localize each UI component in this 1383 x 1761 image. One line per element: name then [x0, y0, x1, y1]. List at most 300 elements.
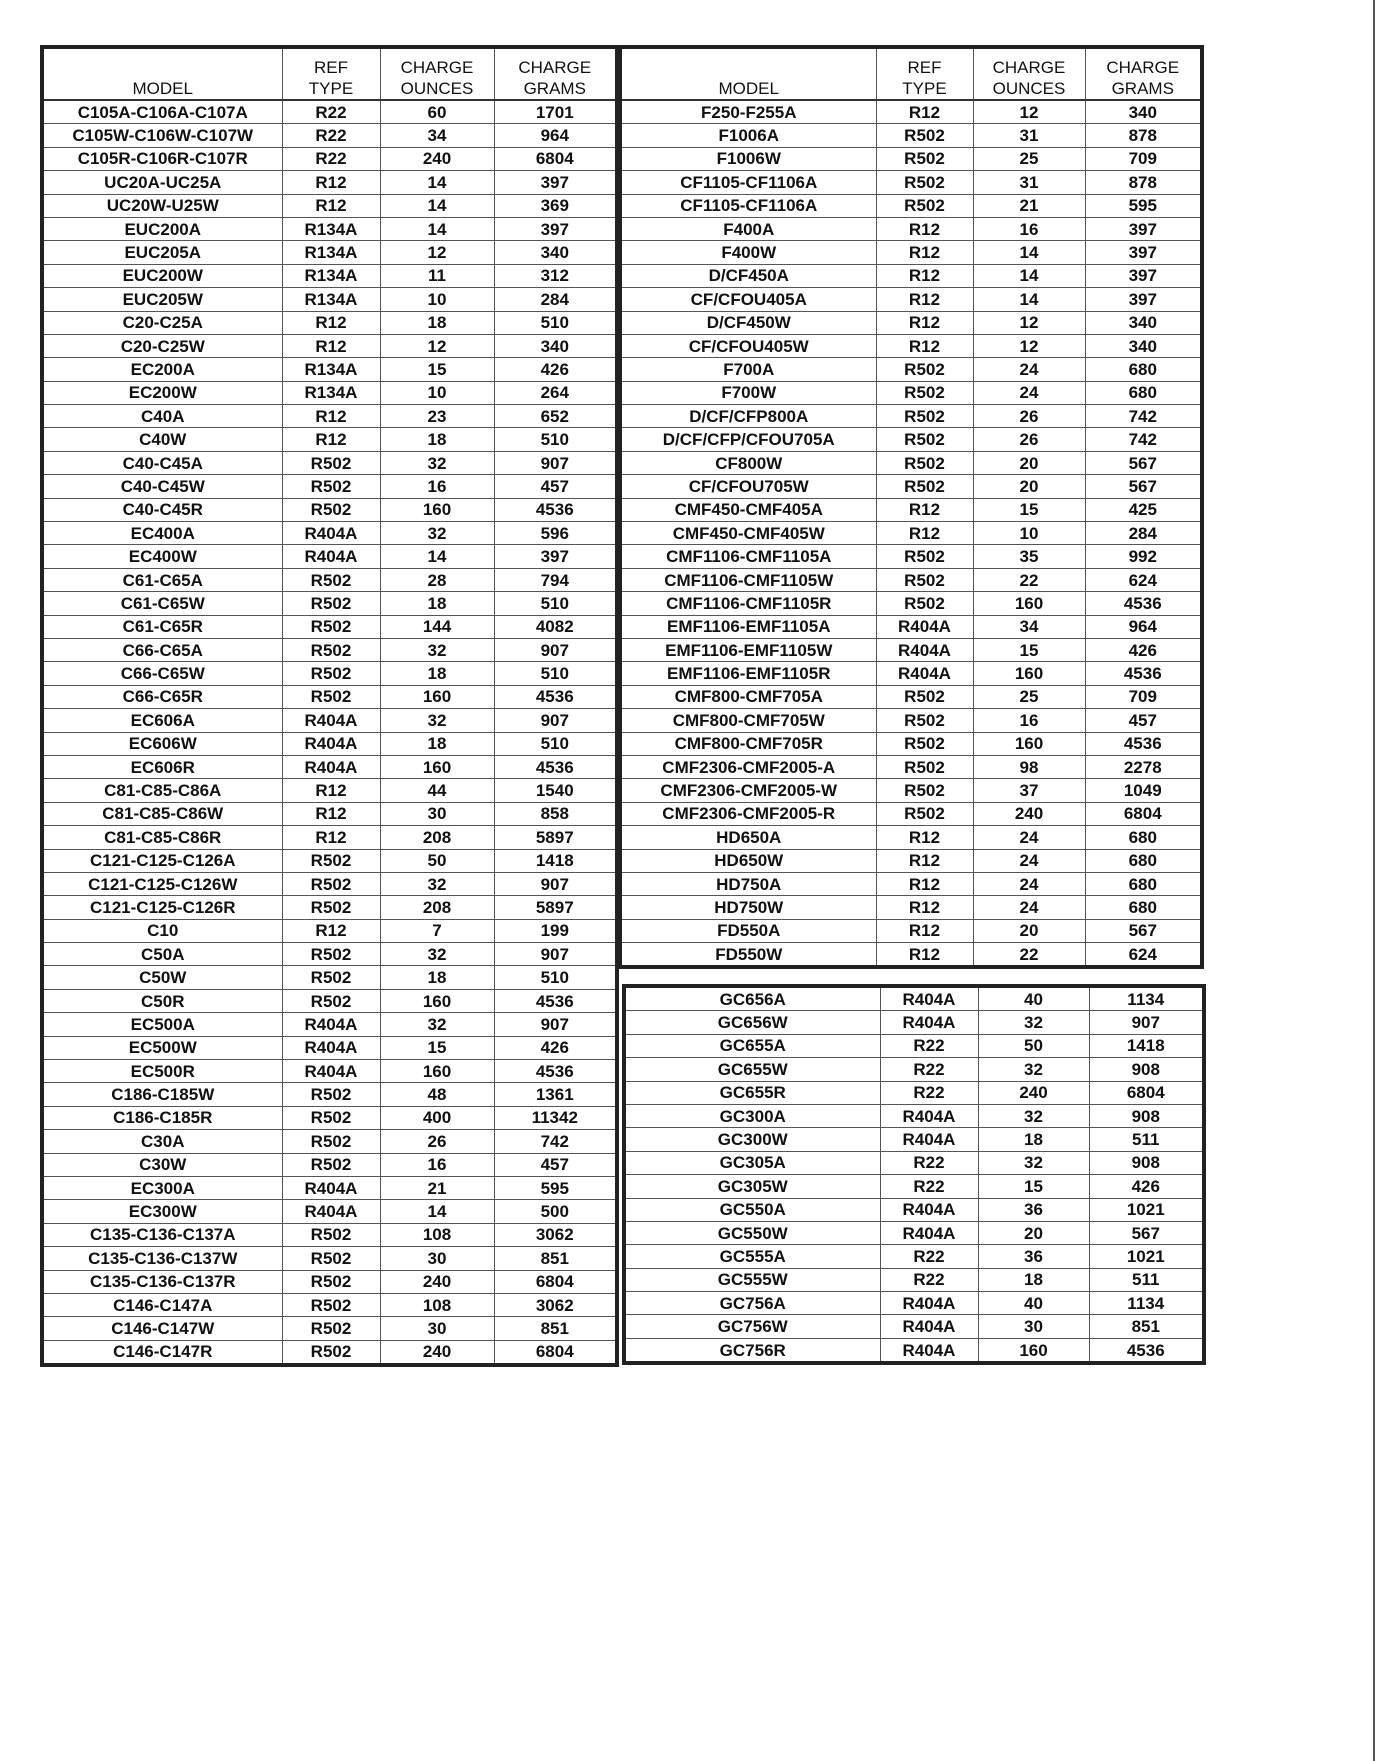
table-row [620, 615, 1202, 638]
model-cell: EC606A [42, 709, 282, 732]
charge-grams-cell: 4536 [1085, 592, 1202, 615]
table-row [620, 288, 1202, 311]
ref-type-cell: R502 [282, 989, 380, 1012]
ref-type-cell: R12 [282, 802, 380, 825]
table-row [42, 522, 617, 545]
table-row [620, 685, 1202, 708]
charge-grams-cell: 567 [1085, 475, 1202, 498]
table-row [624, 1104, 1204, 1127]
charge-grams-cell: 624 [1085, 568, 1202, 591]
ref-type-cell: R134A [282, 358, 380, 381]
charge-grams-cell: 284 [1085, 522, 1202, 545]
model-cell: GC756R [624, 1338, 880, 1363]
ref-type-cell: R404A [282, 709, 380, 732]
ref-type-cell: R404A [880, 1338, 978, 1363]
header-model: MODEL [42, 47, 282, 100]
ref-type-cell: R404A [880, 986, 978, 1011]
ref-type-cell: R404A [880, 1315, 978, 1338]
ref-type-cell: R12 [282, 194, 380, 217]
charge-ounces-cell: 23 [380, 405, 494, 428]
table-row [624, 1175, 1204, 1198]
table-row [620, 849, 1202, 872]
charge-ounces-cell: 32 [380, 638, 494, 661]
charge-ounces-cell: 24 [973, 381, 1085, 404]
charge-grams-cell: 680 [1085, 826, 1202, 849]
charge-ounces-cell: 32 [380, 709, 494, 732]
charge-grams-cell: 567 [1085, 919, 1202, 942]
ref-type-cell: R502 [876, 545, 973, 568]
ref-type-cell: R502 [876, 405, 973, 428]
charge-ounces-cell: 18 [380, 592, 494, 615]
ref-type-cell: R404A [876, 662, 973, 685]
charge-ounces-cell: 108 [380, 1293, 494, 1316]
model-cell: C30W [42, 1153, 282, 1176]
table-row [620, 872, 1202, 895]
charge-grams-cell: 199 [494, 919, 617, 942]
model-cell: EUC200W [42, 264, 282, 287]
ref-type-cell: R502 [876, 802, 973, 825]
charge-grams-cell: 6804 [1089, 1081, 1204, 1104]
model-cell: FD550W [620, 943, 876, 968]
model-cell: EC500R [42, 1060, 282, 1083]
ref-type-cell: R502 [282, 498, 380, 521]
charge-ounces-cell: 18 [380, 311, 494, 334]
charge-ounces-cell: 32 [380, 1013, 494, 1036]
model-cell: C50R [42, 989, 282, 1012]
ref-type-cell: R502 [282, 872, 380, 895]
ref-type-cell: R502 [282, 1340, 380, 1365]
charge-ounces-cell: 7 [380, 919, 494, 942]
table-row [42, 685, 617, 708]
ref-type-cell: R404A [282, 522, 380, 545]
ref-type-cell: R22 [282, 147, 380, 170]
table-row [620, 732, 1202, 755]
ref-type-cell: R134A [282, 217, 380, 240]
table-row [620, 755, 1202, 778]
model-cell: GC655W [624, 1058, 880, 1081]
charge-ounces-cell: 10 [973, 522, 1085, 545]
table-row [624, 1245, 1204, 1268]
model-cell: GC756W [624, 1315, 880, 1338]
table-row [42, 966, 617, 989]
ref-type-cell: R404A [880, 1104, 978, 1127]
charge-grams-cell: 500 [494, 1200, 617, 1223]
charge-grams-cell: 457 [494, 1153, 617, 1176]
charge-ounces-cell: 32 [380, 522, 494, 545]
table-row [624, 1151, 1204, 1174]
charge-grams-cell: 397 [1085, 241, 1202, 264]
model-cell: CF1105-CF1106A [620, 171, 876, 194]
ref-type-cell: R502 [282, 896, 380, 919]
charge-grams-cell: 907 [494, 638, 617, 661]
table-row [42, 428, 617, 451]
table-row [42, 1317, 617, 1340]
charge-grams-cell: 907 [494, 872, 617, 895]
ref-type-cell: R502 [282, 1153, 380, 1176]
charge-grams-cell: 426 [1089, 1175, 1204, 1198]
charge-grams-cell: 6804 [494, 147, 617, 170]
table-row [42, 381, 617, 404]
charge-ounces-cell: 25 [973, 685, 1085, 708]
table-row [42, 1106, 617, 1129]
charge-ounces-cell: 160 [380, 989, 494, 1012]
table-row [620, 334, 1202, 357]
charge-ounces-cell: 24 [973, 826, 1085, 849]
model-cell: C121-C125-C126A [42, 849, 282, 872]
model-cell: GC300W [624, 1128, 880, 1151]
charge-grams-cell: 369 [494, 194, 617, 217]
model-cell: C61-C65W [42, 592, 282, 615]
charge-grams-cell: 426 [494, 1036, 617, 1059]
charge-grams-cell: 680 [1085, 849, 1202, 872]
table-row [42, 334, 617, 357]
table-row [42, 989, 617, 1012]
model-cell: C135-C136-C137W [42, 1247, 282, 1270]
charge-ounces-cell: 48 [380, 1083, 494, 1106]
model-cell: C121-C125-C126R [42, 896, 282, 919]
table-row [620, 919, 1202, 942]
charge-grams-cell: 511 [1089, 1128, 1204, 1151]
table-row [624, 1058, 1204, 1081]
charge-grams-cell: 3062 [494, 1293, 617, 1316]
model-cell: D/CF450W [620, 311, 876, 334]
charge-ounces-cell: 14 [380, 171, 494, 194]
ref-type-cell: R134A [282, 241, 380, 264]
ref-type-cell: R502 [876, 171, 973, 194]
table-row [624, 1315, 1204, 1338]
charge-grams-cell: 4536 [1085, 662, 1202, 685]
charge-grams-cell: 709 [1085, 685, 1202, 708]
charge-ounces-cell: 32 [978, 1151, 1089, 1174]
charge-ounces-cell: 28 [380, 568, 494, 591]
table-row [42, 638, 617, 661]
charge-ounces-cell: 21 [380, 1176, 494, 1199]
model-cell: F700W [620, 381, 876, 404]
table-row [42, 896, 617, 919]
charge-ounces-cell: 12 [973, 100, 1085, 124]
charge-grams-cell: 397 [494, 171, 617, 194]
charge-grams-cell: 908 [1089, 1058, 1204, 1081]
model-cell: C50A [42, 943, 282, 966]
ref-type-cell: R502 [282, 685, 380, 708]
charge-ounces-cell: 400 [380, 1106, 494, 1129]
ref-type-cell: R502 [876, 475, 973, 498]
charge-grams-cell: 397 [494, 545, 617, 568]
charge-ounces-cell: 31 [973, 124, 1085, 147]
model-cell: GC655R [624, 1081, 880, 1104]
charge-grams-cell: 595 [494, 1176, 617, 1199]
charge-grams-cell: 1134 [1089, 1292, 1204, 1315]
ref-type-cell: R22 [880, 1268, 978, 1291]
table-row [620, 381, 1202, 404]
ref-type-cell: R22 [880, 1034, 978, 1057]
model-cell: CMF800-CMF705W [620, 709, 876, 732]
model-cell: C61-C65R [42, 615, 282, 638]
ref-type-cell: R404A [876, 615, 973, 638]
ref-type-cell: R12 [876, 522, 973, 545]
ref-type-cell: R12 [282, 919, 380, 942]
ref-type-cell: R502 [876, 451, 973, 474]
charge-ounces-cell: 12 [380, 334, 494, 357]
model-cell: C105W-C106W-C107W [42, 124, 282, 147]
ref-type-cell: R134A [282, 381, 380, 404]
charge-ounces-cell: 14 [973, 288, 1085, 311]
charge-ounces-cell: 40 [978, 1292, 1089, 1315]
ref-type-cell: R404A [880, 1292, 978, 1315]
ref-type-cell: R502 [876, 732, 973, 755]
ref-type-cell: R12 [876, 896, 973, 919]
table-row [620, 358, 1202, 381]
charge-ounces-cell: 16 [380, 1153, 494, 1176]
charge-ounces-cell: 15 [380, 358, 494, 381]
table-row [620, 311, 1202, 334]
model-cell: C40-C45R [42, 498, 282, 521]
model-cell: F400A [620, 217, 876, 240]
charge-grams-cell: 907 [494, 709, 617, 732]
charge-grams-cell: 680 [1085, 381, 1202, 404]
table-row [624, 1292, 1204, 1315]
model-cell: C105A-C106A-C107A [42, 100, 282, 124]
charge-ounces-cell: 14 [380, 194, 494, 217]
table-row [42, 545, 617, 568]
charge-grams-cell: 4536 [494, 498, 617, 521]
charge-ounces-cell: 160 [973, 662, 1085, 685]
charge-grams-cell: 397 [1085, 264, 1202, 287]
charge-ounces-cell: 30 [380, 1247, 494, 1270]
table-row [624, 1081, 1204, 1104]
ref-type-cell: R12 [282, 779, 380, 802]
model-cell: CF1105-CF1106A [620, 194, 876, 217]
charge-grams-cell: 457 [1085, 709, 1202, 732]
table-row [42, 919, 617, 942]
ref-type-cell: R404A [880, 1011, 978, 1034]
charge-ounces-cell: 60 [380, 100, 494, 124]
table-row [624, 1268, 1204, 1291]
table-row [42, 592, 617, 615]
charge-grams-cell: 4536 [494, 989, 617, 1012]
model-cell: F250-F255A [620, 100, 876, 124]
charge-grams-cell: 742 [1085, 428, 1202, 451]
model-cell: EC606W [42, 732, 282, 755]
ref-type-cell: R502 [876, 124, 973, 147]
model-cell: EC200W [42, 381, 282, 404]
charge-grams-cell: 1418 [494, 849, 617, 872]
charge-ounces-cell: 18 [380, 966, 494, 989]
ref-type-cell: R404A [282, 1013, 380, 1036]
ref-type-cell: R502 [876, 381, 973, 404]
model-cell: EC300A [42, 1176, 282, 1199]
charge-ounces-cell: 20 [973, 475, 1085, 498]
ref-type-cell: R502 [282, 1293, 380, 1316]
charge-grams-cell: 742 [1085, 405, 1202, 428]
charge-grams-cell: 340 [1085, 334, 1202, 357]
model-cell: D/CF/CFP/CFOU705A [620, 428, 876, 451]
ref-type-cell: R12 [282, 171, 380, 194]
charge-grams-cell: 264 [494, 381, 617, 404]
charge-grams-cell: 4536 [494, 685, 617, 708]
charge-grams-cell: 3062 [494, 1223, 617, 1246]
charge-ounces-cell: 22 [973, 568, 1085, 591]
charge-ounces-cell: 160 [380, 498, 494, 521]
model-cell: CMF800-CMF705A [620, 685, 876, 708]
table-row [42, 1083, 617, 1106]
model-cell: C186-C185R [42, 1106, 282, 1129]
charge-ounces-cell: 240 [380, 1270, 494, 1293]
model-cell: C121-C125-C126W [42, 872, 282, 895]
charge-grams-cell: 908 [1089, 1104, 1204, 1127]
charge-ounces-cell: 32 [978, 1058, 1089, 1081]
charge-ounces-cell: 16 [973, 217, 1085, 240]
table-row [42, 124, 617, 147]
charge-ounces-cell: 16 [973, 709, 1085, 732]
table-row [42, 849, 617, 872]
charge-ounces-cell: 24 [973, 849, 1085, 872]
table-row [620, 264, 1202, 287]
charge-ounces-cell: 32 [978, 1104, 1089, 1127]
ref-type-cell: R134A [282, 288, 380, 311]
table-row [620, 896, 1202, 919]
table-row [42, 171, 617, 194]
table-row [624, 1011, 1204, 1034]
table-row [620, 475, 1202, 498]
table-row [620, 405, 1202, 428]
model-cell: HD650A [620, 826, 876, 849]
ref-type-cell: R502 [282, 1270, 380, 1293]
charge-ounces-cell: 160 [973, 732, 1085, 755]
ref-type-cell: R12 [282, 405, 380, 428]
charge-grams-cell: 11342 [494, 1106, 617, 1129]
charge-grams-cell: 4536 [494, 755, 617, 778]
model-cell: C40-C45W [42, 475, 282, 498]
charge-ounces-cell: 21 [973, 194, 1085, 217]
charge-grams-cell: 992 [1085, 545, 1202, 568]
charge-grams-cell: 851 [494, 1247, 617, 1270]
model-cell: C105R-C106R-C107R [42, 147, 282, 170]
charge-grams-cell: 510 [494, 311, 617, 334]
model-cell: CMF1106-CMF1105W [620, 568, 876, 591]
model-cell: GC656A [624, 986, 880, 1011]
table-row [42, 241, 617, 264]
table-row [42, 217, 617, 240]
table-row [42, 451, 617, 474]
ref-type-cell: R502 [282, 1106, 380, 1129]
charge-ounces-cell: 10 [380, 288, 494, 311]
charge-grams-cell: 510 [494, 966, 617, 989]
charge-ounces-cell: 12 [973, 311, 1085, 334]
charge-grams-cell: 312 [494, 264, 617, 287]
ref-type-cell: R502 [282, 615, 380, 638]
model-cell: C146-C147W [42, 1317, 282, 1340]
ref-type-cell: R502 [876, 428, 973, 451]
ref-type-cell: R12 [876, 264, 973, 287]
ref-type-cell: R502 [876, 685, 973, 708]
model-cell: HD650W [620, 849, 876, 872]
charge-table-left [40, 45, 619, 1367]
table-row [42, 311, 617, 334]
ref-type-cell: R404A [282, 545, 380, 568]
model-cell: F400W [620, 241, 876, 264]
model-cell: GC555A [624, 1245, 880, 1268]
charge-ounces-cell: 15 [973, 638, 1085, 661]
model-cell: C135-C136-C137R [42, 1270, 282, 1293]
ref-type-cell: R502 [282, 966, 380, 989]
model-cell: GC555W [624, 1268, 880, 1291]
table-row [42, 615, 617, 638]
charge-ounces-cell: 240 [380, 147, 494, 170]
model-cell: CMF800-CMF705R [620, 732, 876, 755]
table-row [620, 522, 1202, 545]
model-cell: C10 [42, 919, 282, 942]
table-row [620, 124, 1202, 147]
table-row [42, 1130, 617, 1153]
charge-grams-cell: 511 [1089, 1268, 1204, 1291]
charge-grams-cell: 858 [494, 802, 617, 825]
table-row [620, 241, 1202, 264]
ref-type-cell: R404A [880, 1128, 978, 1151]
charge-grams-cell: 510 [494, 732, 617, 755]
model-cell: C66-C65W [42, 662, 282, 685]
model-cell: CMF450-CMF405A [620, 498, 876, 521]
charge-grams-cell: 567 [1085, 451, 1202, 474]
charge-ounces-cell: 24 [973, 896, 1085, 919]
ref-type-cell: R22 [880, 1081, 978, 1104]
table-row [624, 986, 1204, 1011]
model-cell: CMF2306-CMF2005-W [620, 779, 876, 802]
charge-ounces-cell: 160 [380, 685, 494, 708]
ref-type-cell: R12 [282, 826, 380, 849]
page-edge-line [1373, 0, 1375, 1761]
model-cell: C61-C65A [42, 568, 282, 591]
model-cell: UC20A-UC25A [42, 171, 282, 194]
ref-type-cell: R22 [880, 1245, 978, 1268]
table-row [42, 1293, 617, 1316]
charge-ounces-cell: 160 [380, 755, 494, 778]
charge-ounces-cell: 18 [380, 732, 494, 755]
table-row [42, 1340, 617, 1365]
charge-table-right-bottom [622, 984, 1206, 1365]
model-cell: F1006A [620, 124, 876, 147]
ref-type-cell: R22 [880, 1058, 978, 1081]
model-cell: C30A [42, 1130, 282, 1153]
charge-grams-cell: 1540 [494, 779, 617, 802]
ref-type-cell: R502 [282, 1317, 380, 1340]
charge-ounces-cell: 14 [380, 1200, 494, 1223]
model-cell: C50W [42, 966, 282, 989]
charge-ounces-cell: 50 [978, 1034, 1089, 1057]
charge-ounces-cell: 18 [380, 428, 494, 451]
ref-type-cell: R404A [282, 1200, 380, 1223]
charge-ounces-cell: 32 [978, 1011, 1089, 1034]
ref-type-cell: R502 [876, 194, 973, 217]
charge-grams-cell: 284 [494, 288, 617, 311]
ref-type-cell: R22 [880, 1175, 978, 1198]
charge-ounces-cell: 18 [978, 1128, 1089, 1151]
charge-ounces-cell: 30 [380, 1317, 494, 1340]
ref-type-cell: R502 [282, 1083, 380, 1106]
charge-ounces-cell: 240 [973, 802, 1085, 825]
table-row [620, 638, 1202, 661]
ref-type-cell: R502 [876, 147, 973, 170]
table-row [42, 779, 617, 802]
model-cell: C146-C147R [42, 1340, 282, 1365]
charge-grams-cell: 652 [494, 405, 617, 428]
ref-type-cell: R502 [282, 568, 380, 591]
header-charge-ounces: CHARGE OUNCES [380, 47, 494, 100]
charge-ounces-cell: 20 [973, 451, 1085, 474]
charge-grams-cell: 680 [1085, 358, 1202, 381]
charge-grams-cell: 5897 [494, 896, 617, 919]
model-cell: GC550A [624, 1198, 880, 1221]
